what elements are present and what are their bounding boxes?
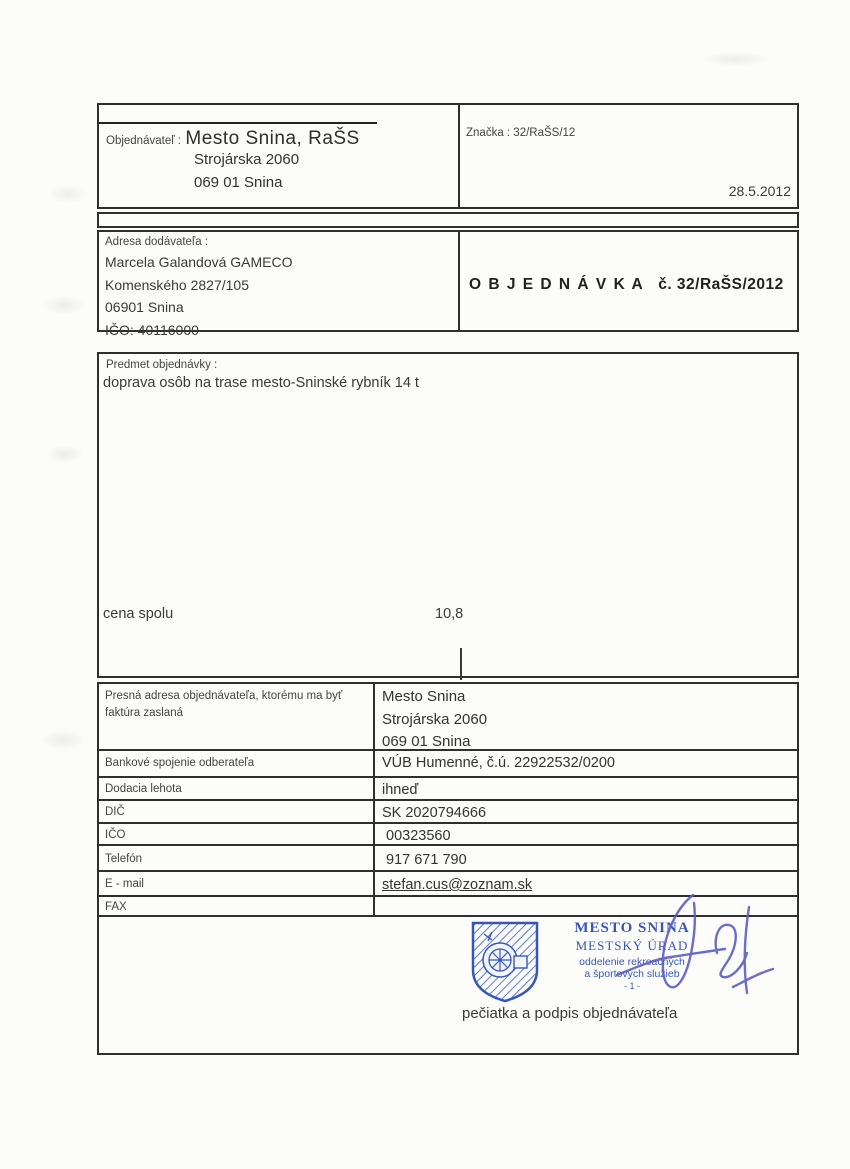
subject-label: Predmet objednávky :: [106, 359, 218, 371]
order-number: č. 32/RaŠS/2012: [658, 276, 784, 293]
row-value-line: 069 01 Snina: [382, 733, 471, 750]
supplier-line: Komenského 2827/105: [105, 276, 249, 293]
row-value-line: Strojárska 2060: [382, 710, 488, 728]
stamp-office-name: MESTSKÝ ÚRAD: [575, 938, 689, 953]
row-label: DIČ: [105, 805, 125, 818]
row-label: E - mail: [105, 878, 144, 890]
divider: [458, 232, 460, 330]
customer-address-line: 069 01 Snina: [194, 174, 283, 191]
row-value: ihneď: [382, 781, 419, 798]
row-label-line2: faktúra zaslaná: [105, 707, 183, 719]
supplier-label: Adresa dodávateľa :: [105, 236, 209, 248]
customer-box: [97, 103, 799, 209]
details-table: [97, 682, 799, 917]
row-label: Bankové spojenie odberateľa: [105, 757, 255, 769]
scan-smudge: [42, 295, 86, 315]
row-value: 917 671 790: [386, 851, 467, 868]
stamp-city-name: MESTO SNINA: [574, 920, 690, 936]
table-row-phone: [99, 846, 797, 872]
total-value: 10,8: [435, 606, 464, 622]
table-row-dic: [99, 801, 797, 824]
stamp-number: - 1 -: [623, 981, 640, 991]
pen-tick: [460, 648, 462, 680]
subject-text: doprava osôb na trase mesto-Sninské rybník 14 t: [103, 375, 419, 391]
table-row-ico: [99, 824, 797, 846]
supplier-line: IČO: 40116000: [105, 321, 199, 338]
scan-smudge: [46, 445, 84, 463]
row-label: FAX: [105, 901, 127, 913]
row-label: Dodacia lehota: [105, 782, 182, 795]
row-label: Presná adresa objednávateľa, ktorému ma byť: [105, 690, 343, 702]
table-row-delivery: [99, 778, 797, 801]
table-row-invoice-address: [99, 684, 797, 751]
row-value: SK 2020794666: [382, 804, 487, 821]
row-label: IČO: [105, 828, 126, 841]
table-row-bank: [99, 751, 797, 778]
supplier-line: 06901 Snina: [105, 299, 184, 315]
document-date: 28.5.2012: [728, 183, 791, 199]
divider: [458, 105, 460, 207]
city-coat-of-arms-icon: [470, 920, 540, 1004]
order-heading: [469, 276, 784, 294]
order-title: O B J E D N Á V K A: [469, 276, 645, 293]
pen-line: [99, 122, 377, 124]
stamp-department-line1: oddelenie rekreačných: [579, 956, 685, 968]
supplier-box: [97, 230, 799, 338]
signature: [597, 889, 782, 1009]
row-label: Telefón: [105, 852, 143, 865]
row-value-email: stefan.cus@zoznam.sk: [382, 877, 533, 893]
stamp-section: [97, 917, 799, 1055]
separator-strip: [97, 212, 799, 228]
stamp-department-line2: a športových služieb: [584, 968, 680, 980]
subject-box: [97, 352, 799, 678]
customer-name: Mesto Snina, RaŠS: [185, 128, 360, 149]
row-value-line: Mesto Snina: [382, 688, 466, 705]
row-value: VÚB Humenné, č.ú. 22922532/0200: [382, 755, 615, 771]
scan-smudge: [40, 730, 86, 750]
customer-label: Objednávateľ :: [106, 135, 181, 147]
scan-smudge: [48, 185, 88, 203]
customer-address-line: Strojárska 2060: [194, 151, 300, 168]
row-value: 00323560: [386, 827, 451, 844]
total-label: cena spolu: [103, 606, 174, 622]
scan-smudge: [700, 52, 770, 66]
supplier-line: Marcela Galandová GAMECO: [105, 254, 293, 270]
reference-label: Značka : 32/RaŠS/12: [466, 127, 576, 139]
stamp-caption: pečiatka a podpis objednávateľa: [462, 1005, 678, 1022]
